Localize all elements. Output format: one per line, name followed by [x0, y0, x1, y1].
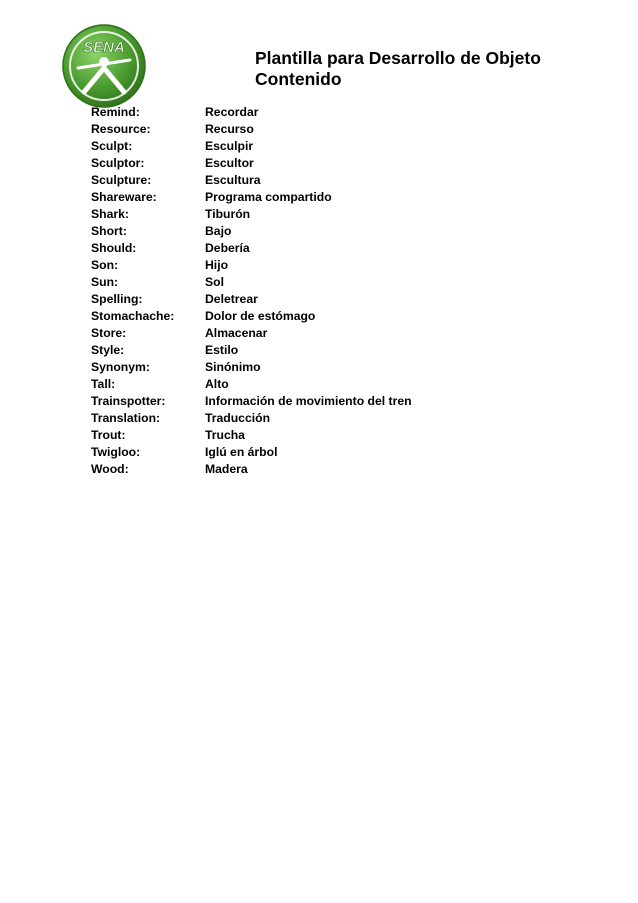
glossary-row [91, 325, 541, 342]
glossary-term: Wood: [91, 462, 129, 476]
page-title [255, 48, 605, 90]
glossary-term: Sculpture: [91, 173, 152, 187]
glossary-row [91, 376, 541, 393]
glossary-translation: Programa compartido [205, 190, 332, 204]
glossary-row [91, 240, 541, 257]
glossary-term: Synonym: [91, 360, 150, 374]
glossary-translation: Madera [205, 462, 248, 476]
glossary-row [91, 342, 541, 359]
glossary-translation: Traducción [205, 411, 271, 425]
glossary-row [91, 359, 541, 376]
glossary-translation: Sinónimo [205, 360, 261, 374]
title-line-2: Contenido [255, 69, 342, 89]
glossary-translation: Escultor [205, 156, 254, 170]
glossary-term: Trout: [91, 428, 126, 442]
glossary-row [91, 410, 541, 427]
glossary-translation: Tiburón [205, 207, 251, 221]
glossary-term: Sun: [91, 275, 119, 289]
sena-logo [60, 22, 148, 110]
glossary-term: Shark: [91, 207, 129, 221]
glossary-row [91, 172, 541, 189]
glossary-translation: Escultura [205, 173, 261, 187]
glossary-term: Short: [91, 224, 127, 238]
glossary-translation: Esculpir [205, 139, 254, 153]
glossary-row [91, 274, 541, 291]
glossary-translation: Información de movimiento del tren [205, 394, 412, 408]
glossary-row [91, 138, 541, 155]
glossary-translation: Sol [205, 275, 224, 289]
glossary-translation: Bajo [205, 224, 232, 238]
glossary-term: Spelling: [91, 292, 143, 306]
glossary-term: Remind: [91, 105, 140, 119]
glossary-row [91, 461, 541, 478]
glossary-term: Sculptor: [91, 156, 145, 170]
glossary-term: Should: [91, 241, 137, 255]
logo-text: SENA [83, 39, 125, 56]
glossary-row [91, 223, 541, 240]
glossary-row [91, 121, 541, 138]
glossary-row [91, 104, 541, 121]
glossary-translation: Debería [205, 241, 250, 255]
title-line-1: Plantilla para Desarrollo de Objeto [255, 48, 541, 68]
glossary-translation: Dolor de estómago [205, 309, 316, 323]
glossary-list [91, 104, 541, 478]
glossary-term: Translation: [91, 411, 161, 425]
glossary-term: Style: [91, 343, 125, 357]
glossary-term: Stomachache: [91, 309, 175, 323]
glossary-term: Shareware: [91, 190, 157, 204]
glossary-translation: Iglú en árbol [205, 445, 278, 459]
glossary-translation: Alto [205, 377, 229, 391]
glossary-term: Tall: [91, 377, 116, 391]
glossary-row [91, 189, 541, 206]
glossary-term: Store: [91, 326, 127, 340]
glossary-term: Resource: [91, 122, 151, 136]
glossary-row [91, 257, 541, 274]
glossary-translation: Hijo [205, 258, 229, 272]
glossary-translation: Trucha [205, 428, 245, 442]
glossary-translation: Deletrear [205, 292, 258, 306]
glossary-translation: Recordar [205, 105, 259, 119]
glossary-translation: Recurso [205, 122, 254, 136]
glossary-translation: Almacenar [205, 326, 268, 340]
glossary-term: Son: [91, 258, 119, 272]
glossary-row [91, 291, 541, 308]
glossary-row [91, 444, 541, 461]
glossary-row [91, 206, 541, 223]
glossary-row [91, 427, 541, 444]
glossary-term: Sculpt: [91, 139, 133, 153]
glossary-row [91, 393, 541, 410]
glossary-row [91, 155, 541, 172]
glossary-translation: Estilo [205, 343, 239, 357]
glossary-row [91, 308, 541, 325]
glossary-term: Twigloo: [91, 445, 141, 459]
glossary-term: Trainspotter: [91, 394, 166, 408]
